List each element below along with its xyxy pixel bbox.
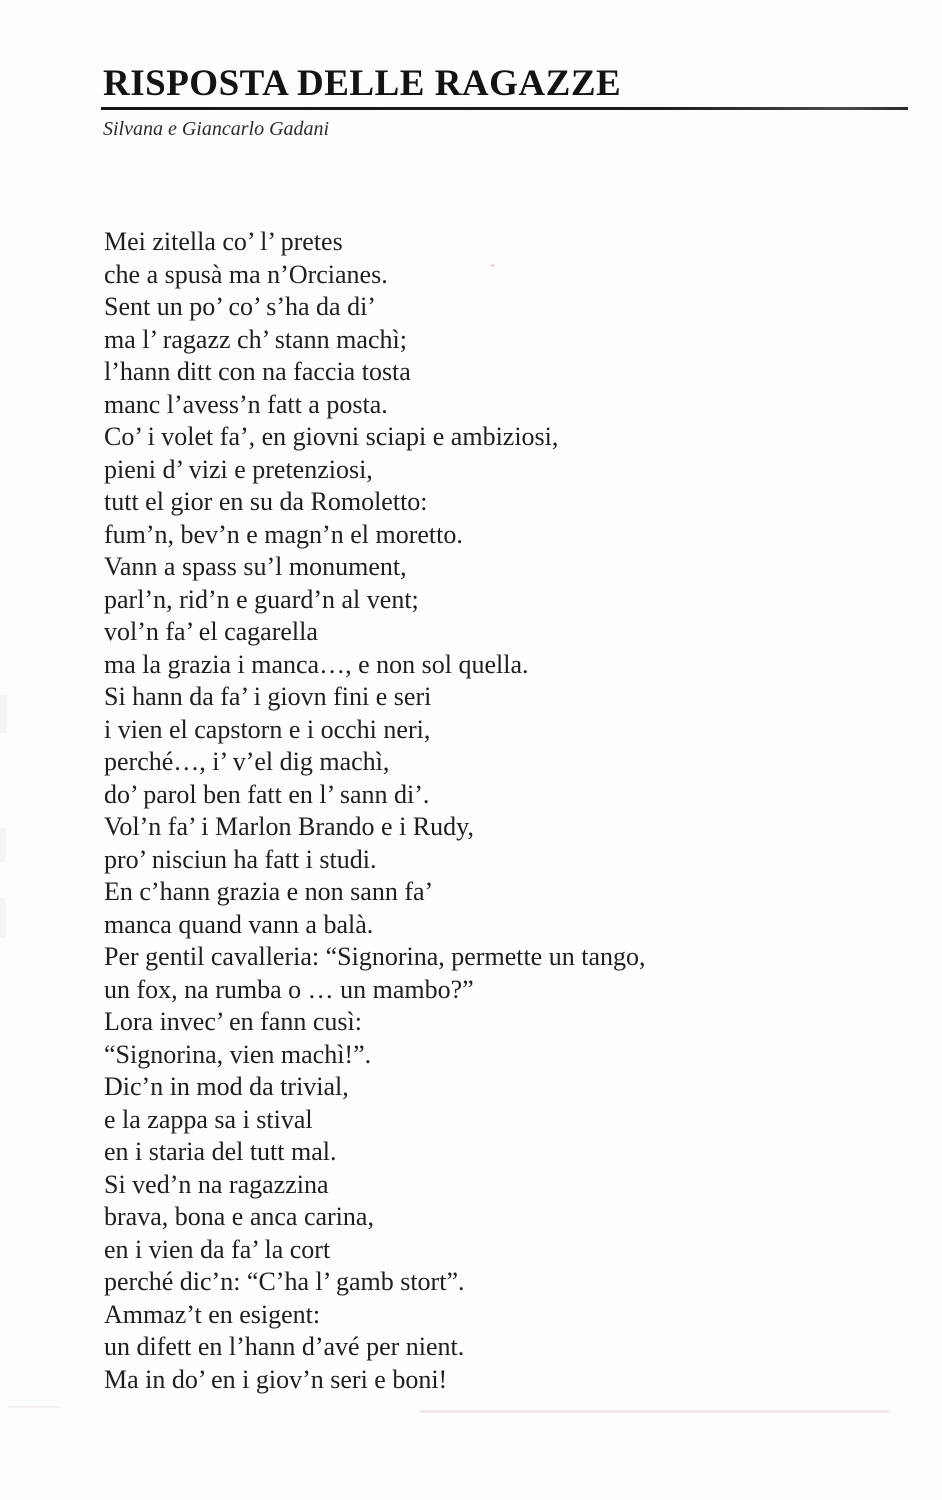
poem-line: ma la grazia i manca…, e non sol quella.	[104, 649, 529, 679]
poem-line: do’ parol ben fatt en l’ sann di’.	[104, 779, 430, 809]
poem-line: un fox, na rumba o … un mambo?”	[104, 974, 474, 1004]
poem-line: tutt el gior en su da Romoletto:	[104, 487, 428, 516]
poem-line: Sent un po’ co’ s’ha da di’	[104, 292, 376, 321]
poem-line: en i vien da fa’ la cort	[104, 1234, 331, 1264]
poem-body	[104, 226, 864, 1396]
poem-line: parl’n, rid’n e guard’n al vent;	[104, 584, 419, 614]
poem-line: Co’ i volet fa’, en giovni sciapi e ambiziosi,	[104, 422, 559, 451]
poem-line: Dic’n in mod da trivial,	[104, 1072, 349, 1101]
scan-artifact-line	[420, 1410, 890, 1413]
poem-line: manca quand vann a balà.	[104, 909, 374, 939]
poem-line: che a spusà ma n’Orcianes.	[104, 259, 388, 289]
poem-line: pro’ nisciun ha fatt i studi.	[104, 844, 377, 874]
poem-line: i vien el capstorn e i occhi neri,	[104, 714, 431, 744]
poem-line: un difett en l’hann d’avé per nient.	[104, 1332, 465, 1361]
poem-line: manc l’avess’n fatt a posta.	[104, 389, 388, 419]
poem-line: en i staria del tutt mal.	[104, 1137, 337, 1166]
poem-line: Ma in do’ en i giov’n seri e boni!	[104, 1364, 448, 1394]
poem-line: Per gentil cavalleria: “Signorina, permette un tango,	[104, 942, 646, 971]
poem-line: Si ved’n na ragazzina	[104, 1169, 329, 1199]
poem-line: Si hann da fa’ i giovn fini e seri	[104, 682, 432, 711]
poem-line: En c’hann grazia e non sann fa’	[104, 877, 434, 906]
poem-line: brava, bona e anca carina,	[104, 1202, 374, 1231]
scan-artifact-smudge	[0, 898, 6, 938]
title-underline-rule	[101, 107, 908, 110]
page-title: RISPOSTA DELLE RAGAZZE	[103, 63, 622, 104]
poem-line: vol’n fa’ el cagarella	[104, 617, 318, 646]
poem-line: l’hann ditt con na faccia tosta	[104, 357, 411, 386]
poem-line: Vol’n fa’ i Marlon Brando e i Rudy,	[104, 812, 474, 841]
author-byline: Silvana e Giancarlo Gadani	[103, 118, 330, 140]
poem-line: perché…, i’ v’el dig machì,	[104, 747, 390, 776]
scan-artifact-line	[8, 1406, 60, 1408]
poem-line: Lora invec’ en fann cusì:	[104, 1007, 362, 1036]
poem-line: Mei zitella co’ l’ pretes	[104, 227, 343, 256]
poem-line: ma l’ ragazz ch’ stann machì;	[104, 324, 407, 354]
poem-line: pieni d’ vizi e pretenziosi,	[104, 454, 373, 484]
poem-line: perché dic’n: “C’ha l’ gamb stort”.	[104, 1267, 465, 1296]
poem-line: Vann a spass su’l monument,	[104, 552, 407, 581]
poem-line: “Signorina, vien machì!”.	[104, 1039, 372, 1069]
poem-line: Ammaz’t en esigent:	[104, 1299, 321, 1329]
scan-artifact-smudge	[0, 828, 6, 862]
poem-line: fum’n, bev’n e magn’n el moretto.	[104, 519, 463, 549]
poem-line: e la zappa sa i stival	[104, 1104, 313, 1134]
scan-artifact-smudge	[0, 695, 7, 733]
